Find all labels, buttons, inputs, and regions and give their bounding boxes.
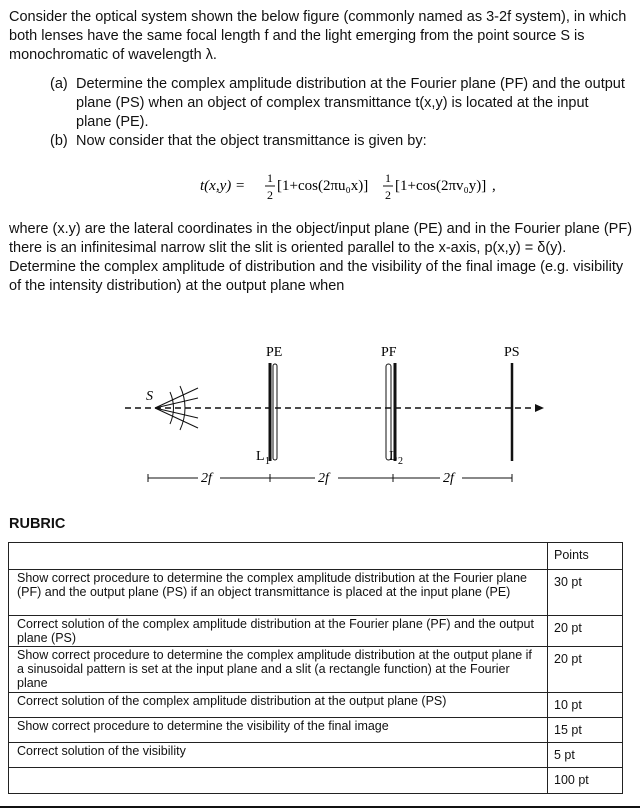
question-a-text: Determine the complex amplitude distribution at the Fourier plane (PF) and the output plane (PS) when an object of complex transmittance t(x,y) is located at the input plane (PE). bbox=[76, 76, 625, 130]
formula-half-denominator-1: 2 bbox=[267, 188, 273, 202]
total-criterion-cell bbox=[9, 768, 548, 794]
l1-label: L bbox=[256, 449, 265, 464]
axis-arrowhead bbox=[535, 404, 544, 412]
table-row bbox=[9, 570, 623, 616]
intro-paragraph: Consider the optical system shown the below figure (commonly named as 3-2f system), in which both lenses have the same focal length f and the light emerging from the point source S is monochromatic of wavelength λ. bbox=[9, 9, 627, 63]
points-cell: 20 pt bbox=[548, 616, 623, 647]
criterion-cell: Correct solution of the complex amplitude distribution at the output plane (PS) bbox=[9, 693, 548, 718]
table-row bbox=[9, 616, 623, 647]
criterion-cell: Show correct procedure to determine the visibility of the final image bbox=[9, 718, 548, 743]
points-header: Points bbox=[548, 543, 623, 570]
table-row bbox=[9, 693, 623, 718]
l2-label: L bbox=[389, 449, 398, 464]
rubric-title: RUBRIC bbox=[9, 516, 66, 532]
formula-half-numerator-2: 1 bbox=[385, 171, 391, 185]
formula-term-2: [1+cos(2πv₀y)] bbox=[395, 178, 487, 194]
source-label: S bbox=[146, 389, 153, 404]
points-cell: 5 pt bbox=[548, 743, 623, 768]
lens-l1 bbox=[270, 363, 277, 461]
criterion-header-cell bbox=[9, 543, 548, 570]
formula-lhs: t(x,y) = bbox=[200, 178, 246, 194]
table-row bbox=[9, 647, 623, 693]
where-paragraph: where (x.y) are the lateral coordinates in the object/input plane (PE) and in the Fourier plane (PF) there is an infinitesimal narrow slit the slit is oriented parallel to the x-axis, p(x,y) = δ(y). Determine the complex amplitude of distribution and the visibility of the final image (e.g. visibility of the intensity distribution) at the output plane when bbox=[9, 221, 633, 294]
lens-l2 bbox=[386, 363, 395, 461]
points-cell: 10 pt bbox=[548, 693, 623, 718]
question-a-label: (a) bbox=[50, 76, 68, 92]
table-row bbox=[9, 743, 623, 768]
optical-system-diagram bbox=[110, 338, 550, 498]
transmittance-formula bbox=[200, 166, 500, 206]
formula-half-numerator-1: 1 bbox=[267, 171, 273, 185]
pe-label: PE bbox=[266, 345, 283, 360]
total-points-cell: 100 pt bbox=[548, 768, 623, 794]
points-cell: 20 pt bbox=[548, 647, 623, 693]
ps-label: PS bbox=[504, 345, 520, 360]
question-b-label: (b) bbox=[50, 133, 68, 149]
criterion-cell: Show correct procedure to determine the complex amplitude distribution at the Fourier plane (PF) and the output plane (PS) if an object transmittance is placed at the input plane (PE) bbox=[9, 570, 548, 616]
criterion-cell: Show correct procedure to determine the complex amplitude distribution at the output plane if a sinusoidal pattern is set at the input plane and a slit (a rectangle function) at the Fourier plane bbox=[9, 647, 548, 693]
question-b-text: Now consider that the object transmittance is given by: bbox=[76, 133, 427, 149]
distance-label-2: 2f bbox=[318, 471, 329, 486]
criterion-cell: Correct solution of the complex amplitude distribution at the Fourier plane (PF) and the output plane (PS) bbox=[9, 616, 548, 647]
l1-subscript: 1 bbox=[265, 456, 270, 467]
table-row bbox=[9, 718, 623, 743]
rubric-table bbox=[8, 542, 623, 794]
formula-half-denominator-2: 2 bbox=[385, 188, 391, 202]
distance-label-3: 2f bbox=[443, 471, 454, 486]
table-total-row bbox=[9, 768, 623, 794]
pf-label: PF bbox=[381, 345, 397, 360]
formula-term-1: [1+cos(2πu₀x)] bbox=[277, 178, 369, 194]
formula-trailing-comma: , bbox=[492, 178, 496, 194]
distance-label-1: 2f bbox=[201, 471, 212, 486]
points-cell: 15 pt bbox=[548, 718, 623, 743]
table-header-row bbox=[9, 543, 623, 570]
bottom-divider bbox=[0, 806, 640, 808]
criterion-cell: Correct solution of the visibility bbox=[9, 743, 548, 768]
l2-subscript: 2 bbox=[398, 456, 403, 467]
points-cell: 30 pt bbox=[548, 570, 623, 616]
